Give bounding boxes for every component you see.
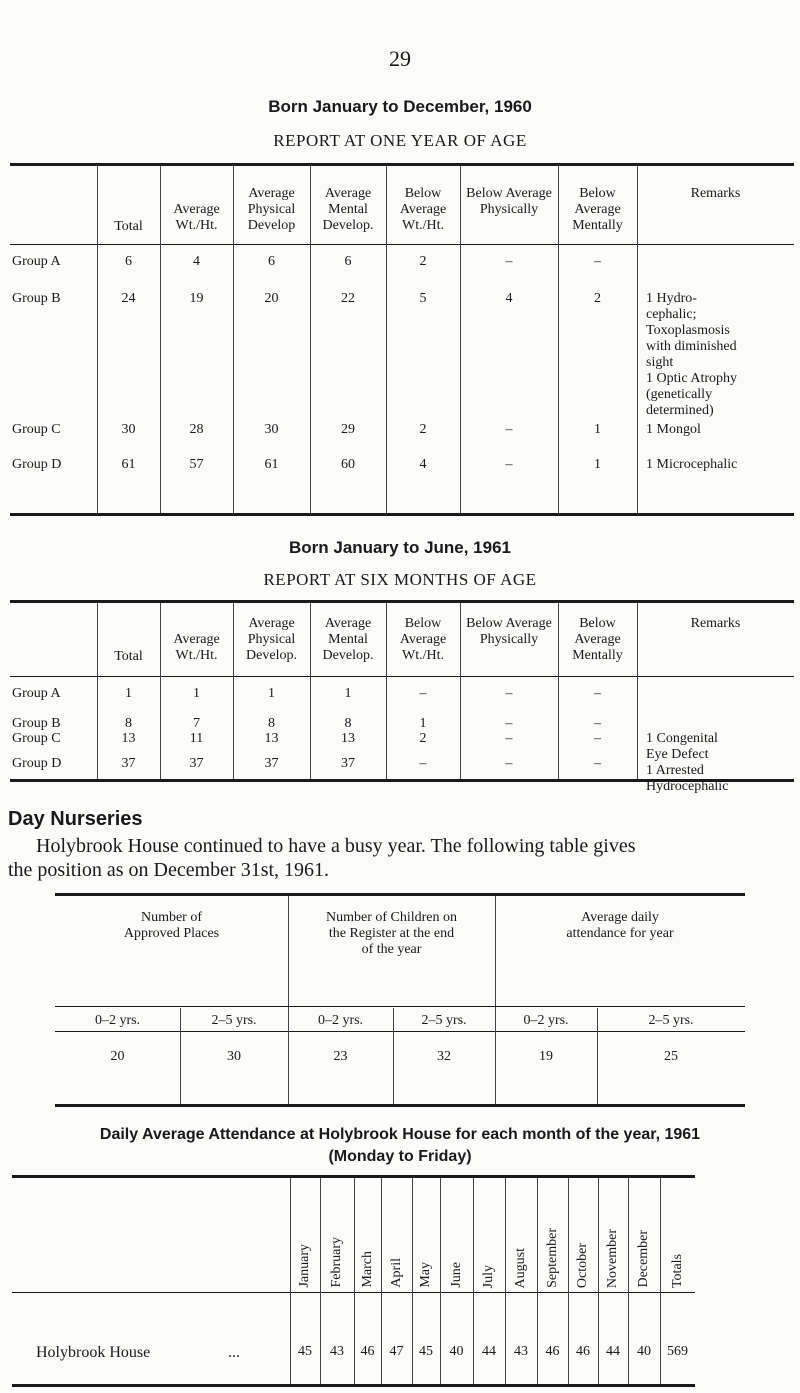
table1-header-5: Below Average Physically	[466, 186, 552, 217]
table1-cell: –	[505, 422, 513, 437]
table1-cell: 4	[419, 457, 427, 472]
table4-month-header: July	[481, 1264, 496, 1288]
table4-month-header: October	[575, 1242, 590, 1288]
table4-value: 569	[667, 1344, 688, 1359]
table3-sub-header: 0–2 yrs.	[94, 1013, 141, 1028]
table2-cell: 37	[341, 756, 355, 771]
table2-cell: 7	[193, 716, 200, 731]
table4-month-header: June	[448, 1262, 464, 1288]
table1-cell: 30	[264, 422, 279, 437]
table4-month-header: March	[359, 1251, 375, 1288]
table3-group-header: Number of Approved Places	[123, 910, 220, 941]
table1-row-label: Group D	[12, 457, 62, 472]
table1-row-label: Group B	[12, 291, 61, 306]
table4-value: 46	[576, 1344, 590, 1359]
table4-month-header: August	[513, 1247, 528, 1288]
table2-cell: 37	[189, 756, 204, 771]
table1-cell: 30	[121, 422, 136, 437]
table1-cell: 1	[594, 457, 601, 472]
table2-remarks: 1 Arrested Hydrocephalic	[646, 763, 729, 794]
table2-header-5: Below Average Physically	[466, 616, 552, 647]
table1-cell: 2	[594, 291, 601, 306]
table1-cell: 5	[419, 291, 427, 306]
table1-header-1: Average Wt./Ht.	[173, 202, 220, 233]
table4-value: 40	[637, 1344, 651, 1359]
table2-cell: –	[505, 756, 513, 771]
table2-cell: –	[594, 756, 601, 771]
table1-cell: 19	[189, 291, 204, 306]
table1-cell: 22	[341, 291, 355, 306]
table1-cell: 29	[341, 422, 355, 437]
table4-value: 43	[330, 1344, 344, 1359]
table1-cell: 6	[268, 254, 275, 269]
table1-header-4: Below Average Wt./Ht.	[399, 186, 447, 233]
table4-value: 44	[482, 1344, 496, 1359]
table1-cell: 1	[594, 422, 601, 437]
table1-cell: 2	[419, 422, 427, 437]
table1-cell: 2	[419, 254, 427, 269]
table2-header-7: Remarks	[690, 616, 741, 631]
table2-header-3: Average Mental Develop.	[322, 616, 374, 663]
table3-value: 32	[437, 1049, 451, 1064]
table2-header-1: Average Wt./Ht.	[173, 632, 220, 663]
table2-header-0: Total	[114, 649, 143, 664]
table4-month-header: February	[329, 1237, 344, 1288]
table4-value: 44	[606, 1344, 620, 1359]
table2-subtitle: REPORT AT SIX MONTHS OF AGE	[263, 570, 537, 589]
table3-bottom-rule	[55, 1104, 745, 1107]
day-nurseries-title: Day Nurseries	[8, 808, 143, 830]
table2-cell: 8	[268, 716, 275, 731]
table1-remarks: 1 Mongol	[646, 422, 701, 437]
table1-remarks: 1 Microcephalic	[646, 457, 738, 472]
table4-row-dots: ...	[228, 1344, 240, 1361]
table3-sub-header: 2–5 yrs.	[421, 1013, 467, 1028]
table3-sub-header: 0–2 yrs.	[317, 1013, 364, 1028]
table4-value: 45	[298, 1344, 312, 1359]
table1-remarks: 1 Hydro- cephalic; Toxoplasmosis with diminished sight 1 Optic Atrophy (genetically determined)	[646, 291, 737, 418]
table1-cell: 61	[121, 457, 136, 472]
table4-row-label: Holybrook House	[36, 1344, 151, 1361]
table2-row-label: Group D	[12, 756, 62, 771]
page-number: 29	[389, 46, 411, 71]
table2-cell: 8	[344, 716, 352, 731]
table2-cell: 8	[125, 716, 132, 731]
table4-month-header: November	[605, 1228, 620, 1288]
table2-row-label: Group C	[12, 731, 61, 746]
table4-month-header: Totals	[669, 1253, 685, 1288]
table1-cell: 24	[121, 291, 136, 306]
table2-cell: –	[505, 731, 513, 746]
table3-sub-header: 2–5 yrs.	[211, 1013, 257, 1028]
table1-cell: 28	[189, 422, 204, 437]
table2-cell: 13	[341, 731, 355, 746]
table2-remarks: 1 Congenital Eye Defect	[646, 731, 718, 762]
table2-title: Born January to June, 1961	[288, 538, 512, 557]
table4-title-line1: Daily Average Attendance at Holybrook House for each month of the year, 1961	[99, 1126, 701, 1143]
table3-value: 19	[539, 1049, 553, 1064]
table2-cell: 1	[193, 686, 200, 701]
table2-cell: 2	[419, 731, 427, 746]
table3-subheader-rule	[55, 1031, 745, 1032]
table4-month-header: April	[388, 1258, 404, 1288]
table2-cell: –	[505, 686, 513, 701]
table1-cell: –	[505, 457, 513, 472]
table1-cell: –	[505, 254, 513, 269]
table4-month-header: September	[544, 1228, 560, 1288]
table2-cell: 37	[121, 756, 136, 771]
table3-sub-header: 0–2 yrs.	[523, 1013, 569, 1028]
table1-row-label: Group C	[12, 422, 61, 437]
table1-header-0: Total	[114, 219, 143, 234]
table1-cell: 57	[189, 457, 204, 472]
table2-cell: 11	[189, 731, 204, 746]
table2-cell: 1	[419, 716, 427, 731]
table2-row-label: Group A	[12, 686, 61, 701]
day-nurseries-paragraph-line2: the position as on December 31st, 1961.	[8, 859, 330, 881]
table4-month-header: January	[297, 1244, 312, 1288]
table2-header-4: Below Average Wt./Ht.	[399, 616, 447, 663]
table1-cell: 61	[264, 457, 279, 472]
table1-cell: 4	[505, 291, 513, 306]
table4-value: 46	[545, 1344, 560, 1359]
day-nurseries-paragraph-line1: Holybrook House continued to have a busy year. The following table gives	[36, 835, 636, 857]
table2-cell: 13	[264, 731, 279, 746]
table4-month-header: December	[636, 1230, 651, 1288]
table3-top-rule	[55, 893, 745, 896]
table3-group-header: Average daily attendance for year	[566, 910, 674, 941]
table1-cell: –	[594, 254, 601, 269]
table1-col-divider	[637, 166, 638, 513]
table1-header-6: Below Average Mentally	[572, 186, 623, 233]
table4-bottom-rule	[12, 1384, 695, 1387]
table2-cell: 13	[121, 731, 136, 746]
table4-value: 45	[419, 1344, 433, 1359]
table3-value: 20	[110, 1049, 125, 1064]
table3-value: 25	[664, 1049, 678, 1064]
table1-header-7: Remarks	[690, 186, 741, 201]
table1-cell: 60	[341, 457, 355, 472]
table2-cell: 37	[264, 756, 279, 771]
table2-cell: 1	[268, 686, 275, 701]
table2-cell: –	[419, 686, 427, 701]
table2-header-6: Below Average Mentally	[572, 616, 623, 663]
table2-cell: 1	[344, 686, 352, 701]
table2-cell: –	[594, 731, 601, 746]
table2-header-rule	[10, 676, 794, 677]
table3-group-divider	[288, 896, 289, 1104]
table1-title: Born January to December, 1960	[268, 97, 532, 116]
table2-cell: –	[505, 716, 513, 731]
table1-subtitle: REPORT AT ONE YEAR OF AGE	[273, 131, 527, 150]
table1-cell: 4	[193, 254, 200, 269]
table3-value: 30	[227, 1049, 241, 1064]
table4-value: 40	[449, 1344, 464, 1359]
table1-cell: 6	[344, 254, 352, 269]
table1-cell: 20	[264, 291, 279, 306]
table4-title-line2: (Monday to Friday)	[328, 1148, 472, 1165]
table1-top-rule	[10, 163, 794, 166]
table1-cell: 6	[125, 254, 132, 269]
table3-group-divider	[495, 896, 496, 1104]
table1-bottom-rule	[10, 513, 794, 516]
table4-value: 46	[360, 1344, 375, 1359]
table1-header-2: Average Physical Develop	[247, 186, 296, 233]
table2-cell: –	[594, 686, 601, 701]
table2-cell: –	[419, 756, 427, 771]
table1-header-3: Average Mental Develop.	[322, 186, 374, 233]
table3-group-header: Number of Children on the Register at the end of the year	[325, 910, 458, 957]
table4-month-header: May	[418, 1262, 433, 1288]
table2-cell: –	[594, 716, 601, 731]
table1-row-label: Group A	[12, 254, 61, 269]
table3-sub-header: 2–5 yrs.	[648, 1013, 694, 1028]
table3-value: 23	[333, 1049, 348, 1064]
table2-cell: 1	[125, 686, 132, 701]
table4-value: 47	[389, 1344, 404, 1359]
table3-group-rule	[55, 1006, 745, 1007]
table2-row-label: Group B	[12, 716, 61, 731]
table2-top-rule	[10, 600, 794, 603]
table4-value: 43	[514, 1344, 528, 1359]
table2-header-2: Average Physical Develop.	[246, 616, 297, 663]
table1-header-rule	[10, 244, 794, 245]
